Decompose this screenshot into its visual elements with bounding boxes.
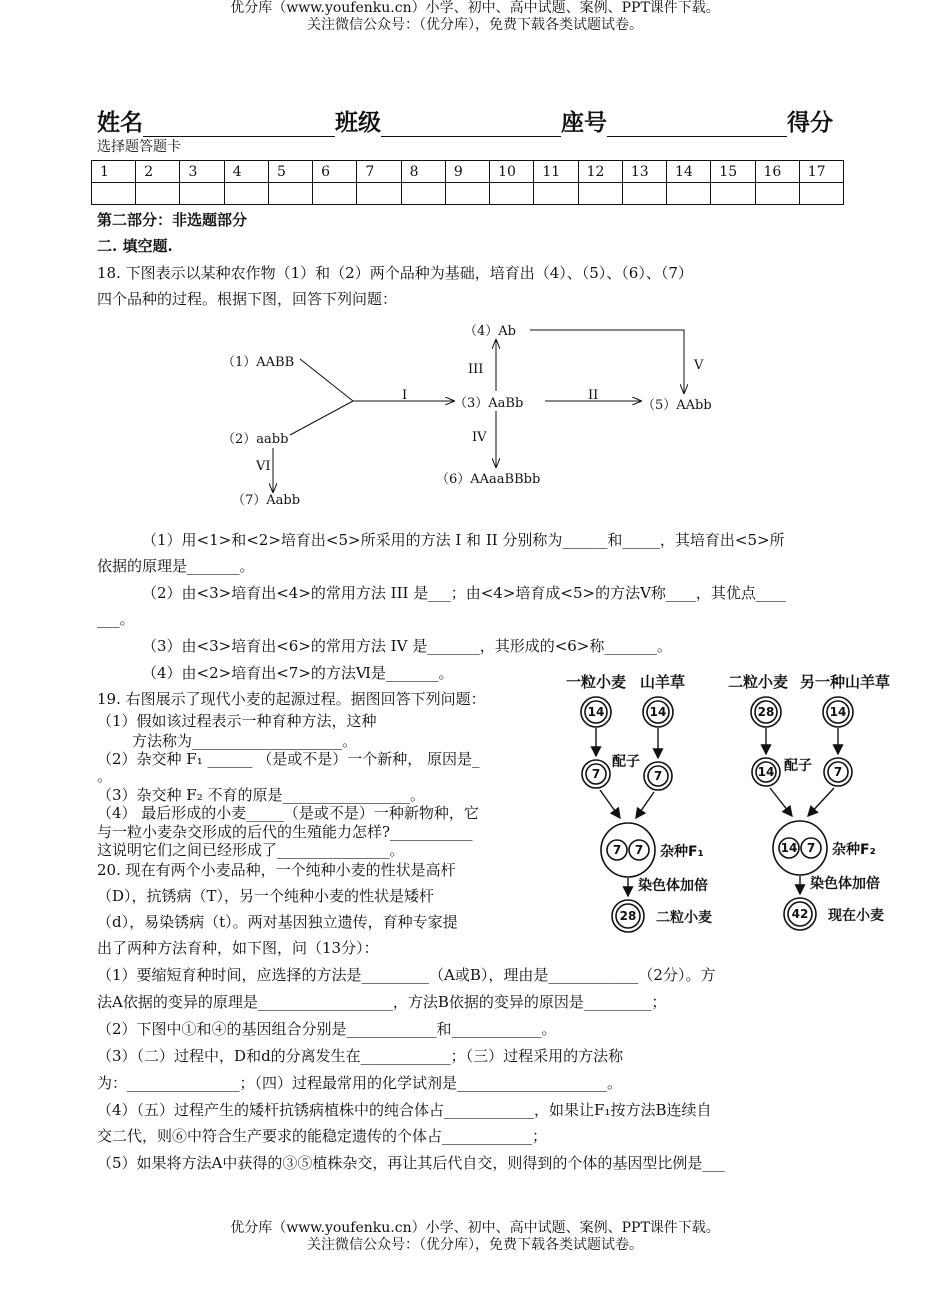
- class-blank[interactable]: [381, 114, 561, 137]
- node-2: （2）aabb: [222, 432, 289, 447]
- q20-q2: （2）下图中①和④的基因组合分别是____________和____________。: [97, 1020, 557, 1038]
- answer-card-number: 8: [401, 161, 445, 183]
- q18-breeding-diagram: [200, 315, 760, 515]
- answer-card-title: 选择题答题卡: [97, 139, 181, 155]
- q20-q5: （5）如果将方法A中获得的③⑤植株杂交，再让其后代自交，则得到的个体的基因型比例是___: [97, 1154, 725, 1172]
- name-label: 姓名: [97, 109, 143, 136]
- q18-part-2a: （2）由<3>培育出<4>的常用方法 III 是___；由<4>培育成<5>的方法Ⅴ称____，其优点____: [142, 584, 786, 602]
- seat-label: 座号: [561, 109, 607, 136]
- erli-wheat-label: 二粒小麦: [656, 910, 712, 926]
- answer-card-cell[interactable]: [534, 183, 578, 205]
- answer-card-number: 6: [313, 161, 357, 183]
- modern-wheat-label: 现在小麦: [828, 908, 884, 924]
- answer-card-number: 11: [534, 161, 578, 183]
- answer-card-number: 10: [490, 161, 534, 183]
- q20-stem-1: 20. 现在有两个小麦品种，一个纯种小麦的性状是高杆: [97, 861, 456, 879]
- answer-card-number-row: [92, 161, 844, 183]
- answer-card-cell[interactable]: [180, 183, 224, 205]
- answer-card-cell[interactable]: [578, 183, 622, 205]
- circle-14-e: 14: [780, 841, 798, 855]
- hybrid-f1-label: 杂种F₁: [660, 844, 704, 860]
- answer-card-number: 7: [357, 161, 401, 183]
- answer-card-number: 2: [136, 161, 180, 183]
- q19-q1a: （1）假如该过程表示一种育种方法，这种: [97, 712, 377, 730]
- answer-card-number: 5: [268, 161, 312, 183]
- answer-card-cell[interactable]: [313, 183, 357, 205]
- circle-14-c: 14: [829, 705, 847, 719]
- q20-q1a: （1）要缩短育种时间，应选择的方法是_________（A或B），理由是____________（2分）。方: [97, 966, 716, 984]
- title-shanyangcao: 山羊草: [640, 673, 686, 691]
- circle-7-c: 7: [833, 765, 843, 779]
- q20-q4a: （4）（五）过程产生的矮杆抗锈病植株中的纯合体占____________，如果让F₁按方法B连续自: [97, 1101, 712, 1119]
- answer-card-number: 15: [711, 161, 755, 183]
- answer-card-cell[interactable]: [799, 183, 843, 205]
- answer-card-number: 9: [445, 161, 489, 183]
- circle-7-f: 7: [806, 841, 816, 855]
- answer-card-cell[interactable]: [622, 183, 666, 205]
- name-blank[interactable]: [143, 114, 335, 137]
- footer-line-2: 关注微信公众号：（优分库），免费下载各类试题试卷。: [307, 1237, 643, 1253]
- answer-card-cell[interactable]: [224, 183, 268, 205]
- score-label: 得分: [787, 109, 833, 136]
- doubling-label-right: 染色体加倍: [810, 876, 880, 892]
- answer-card-number: 3: [180, 161, 224, 183]
- q19-q4c: 这说明它们之间已经形成了_______________。: [97, 841, 405, 859]
- q20-q3a: （3）（二）过程中，D和d的分离发生在____________；（三）过程采用的方法称: [97, 1047, 624, 1065]
- header-line-1: 优分库（www.youfenku.cn）小学、初中、高中试题、案例、PPT课件下载。: [230, 0, 720, 16]
- answer-card-cell[interactable]: [357, 183, 401, 205]
- circle-28-a: 28: [757, 705, 775, 719]
- circle-14-b: 14: [649, 705, 667, 719]
- q19-wheat-origin-figure: [560, 668, 910, 938]
- answer-card-number: 14: [667, 161, 711, 183]
- q19-stem: 19. 右图展示了现代小麦的起源过程。据图回答下列问题：: [97, 690, 486, 708]
- circle-28-b: 28: [619, 909, 637, 923]
- q19-q2b: 。: [97, 767, 113, 785]
- title-yili: 一粒小麦: [566, 673, 627, 691]
- node-1: （1）AABB: [222, 355, 295, 370]
- q18-part-3: （3）由<3>培育出<6>的常用方法 IV 是_______，其形成的<6>称_______。: [142, 637, 672, 655]
- class-label: 班级: [335, 109, 381, 136]
- q19-q2a: （2）杂交种 F₁ ______ （是或不是）一个新种， 原因是_: [97, 750, 480, 768]
- q18-part-1a: （1）用<1>和<2>培育出<5>所采用的方法 I 和 II 分别称为______和_____，其培育出<5>所: [142, 531, 785, 549]
- label-II: II: [588, 388, 599, 403]
- answer-card-number: 4: [224, 161, 268, 183]
- answer-card-cell[interactable]: [711, 183, 755, 205]
- label-III: III: [468, 362, 484, 377]
- q18-part-4: （4）由<2>培育出<7>的方法Ⅵ是_______。: [142, 664, 454, 682]
- circle-7-b: 7: [653, 769, 663, 783]
- answer-card-cell[interactable]: [92, 183, 136, 205]
- q20-q4b: 交二代，则⑥中符合生产要求的能稳定遗传的个体占____________；: [97, 1127, 548, 1145]
- circle-42: 42: [791, 907, 809, 921]
- answer-card-number: 16: [755, 161, 799, 183]
- q18-part-1b: 依据的原理是_______。: [97, 557, 255, 575]
- title-erli: 二粒小麦: [728, 673, 789, 691]
- circle-7-e: 7: [634, 843, 644, 857]
- label-V: V: [694, 358, 704, 373]
- circle-7-a: 7: [591, 767, 601, 781]
- circle-14-a: 14: [587, 705, 605, 719]
- answer-card-number: 12: [578, 161, 622, 183]
- answer-card-number: 1: [92, 161, 136, 183]
- node-4: （4）Ab: [464, 324, 516, 339]
- q20-q3b: 为：_______________；（四）过程最常用的化学试剂是____________________。: [97, 1074, 623, 1092]
- node-7: （7）Aabb: [232, 493, 301, 508]
- answer-card-cell[interactable]: [136, 183, 180, 205]
- q19-q4b: 与一粒小麦杂交形成的后代的生殖能力怎样?___________: [97, 823, 473, 841]
- label-VI: VI: [256, 459, 271, 474]
- answer-card-cell[interactable]: [401, 183, 445, 205]
- q20-stem-4: 出了两种方法育种，如下图，问（13分）：: [97, 939, 379, 957]
- gamete-label-right: 配子: [784, 758, 812, 774]
- answer-card-number: 13: [622, 161, 666, 183]
- circle-14-d: 14: [757, 765, 775, 779]
- answer-card-cell[interactable]: [490, 183, 534, 205]
- q18-stem-2: 四个品种的过程。根据下图，回答下列问题：: [97, 290, 398, 308]
- answer-card-answer-row: [92, 183, 844, 205]
- q19-q3: （3）杂交种 F₂ 不育的原是_________________。: [97, 786, 426, 804]
- q20-stem-3: （d），易染锈病（t）。两对基因独立遗传，育种专家提: [97, 913, 458, 931]
- part2-heading: 第二部分：非选题部分: [97, 211, 248, 229]
- gamete-label-left: 配子: [612, 754, 640, 770]
- hybrid-f2-label: 杂种F₂: [832, 842, 876, 858]
- q18-part-2b: ___。: [97, 610, 135, 628]
- answer-card-table: [91, 160, 844, 205]
- q20-stem-2: （D），抗锈病（T），另一个纯种小麦的性状是矮杆: [97, 887, 435, 905]
- header-line-2: 关注微信公众号：（优分库），免费下载各类试题试卷。: [307, 17, 643, 33]
- student-info-bar: [97, 104, 857, 137]
- q18-stem-1: 18. 下图表示以某种农作物（1）和（2）两个品种为基础，培育出（4）、（5）、（6）、（7）: [97, 264, 693, 282]
- doubling-label-left: 染色体加倍: [638, 878, 708, 894]
- node-3: （3）AaBb: [454, 396, 524, 411]
- seat-blank[interactable]: [607, 114, 787, 137]
- q19-q4a: （4） 最后形成的小麦_____（是或不是）一种新物种，它: [97, 804, 479, 822]
- title-other-shanyangcao: 另一种山羊草: [800, 673, 891, 691]
- footer-line-1: 优分库（www.youfenku.cn）小学、初中、高中试题、案例、PPT课件下载。: [230, 1220, 720, 1236]
- label-IV: IV: [472, 430, 487, 445]
- fill-heading: 二. 填空题.: [97, 237, 173, 255]
- q20-q1b: 法A依据的变异的原理是__________________，方法B依据的变异的原因是_________；: [97, 993, 667, 1011]
- answer-card-cell[interactable]: [667, 183, 711, 205]
- answer-card-cell[interactable]: [268, 183, 312, 205]
- answer-card-number: 17: [799, 161, 843, 183]
- node-6: （6）AAaaBBbb: [436, 472, 541, 487]
- q19-q1b: 方法称为____________________。: [132, 732, 358, 750]
- label-I: I: [402, 388, 408, 403]
- answer-card-cell[interactable]: [755, 183, 799, 205]
- circle-7-d: 7: [612, 843, 622, 857]
- answer-card-cell[interactable]: [445, 183, 489, 205]
- node-5: （5）AAbb: [642, 398, 712, 413]
